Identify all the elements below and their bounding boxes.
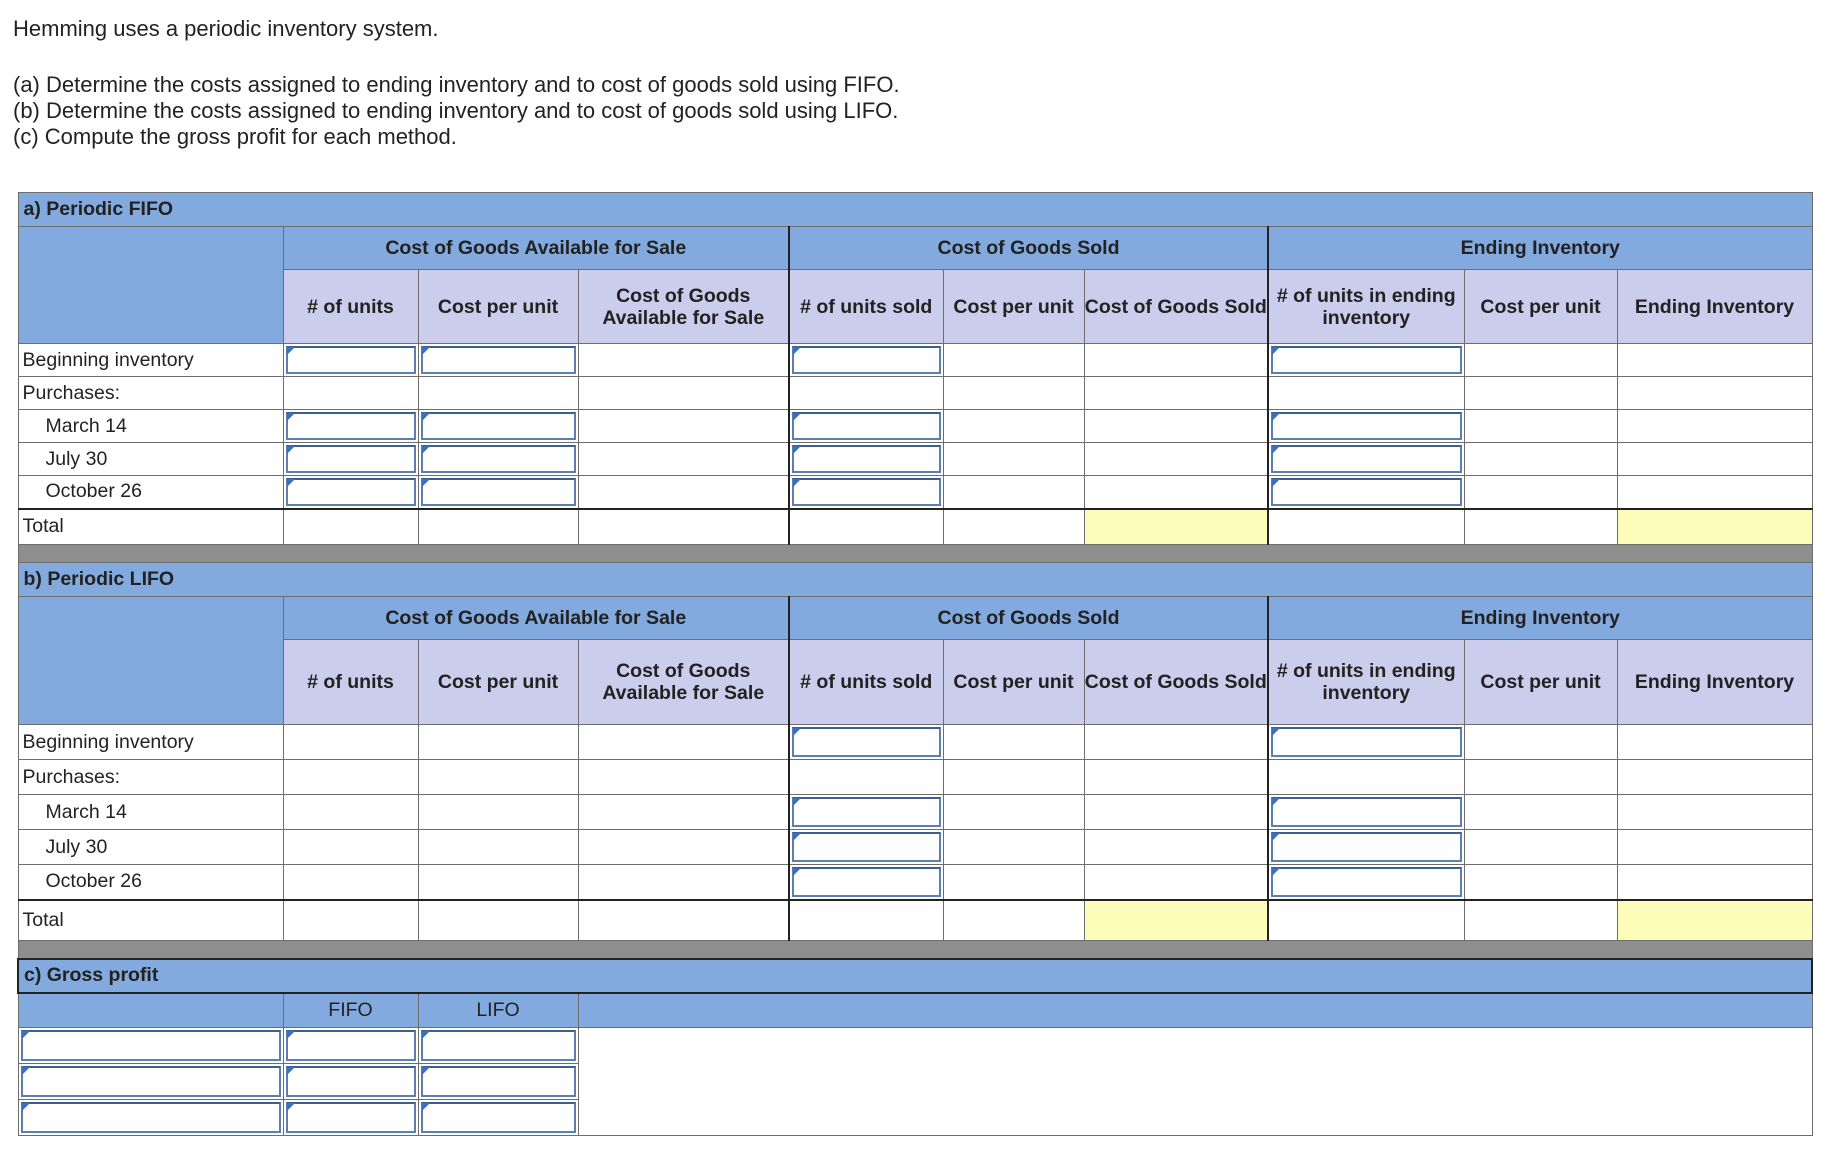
input-cell[interactable] (418, 410, 578, 443)
gross-profit-fifo-total[interactable] (283, 1100, 418, 1136)
input-cell[interactable] (418, 1064, 578, 1100)
input-cell[interactable] (418, 344, 578, 377)
row-label: March 14 (18, 795, 283, 830)
input-cell[interactable] (789, 725, 943, 760)
input-cell[interactable] (1268, 795, 1464, 830)
col-units-ending: # of units in ending inventory (1268, 640, 1464, 725)
col-cost-per-unit: Cost per unit (1464, 270, 1617, 344)
task-a: (a) Determine the costs assigned to ending inventory and to cost of goods sold using FIFO. (13, 72, 900, 97)
input-cell[interactable] (1268, 865, 1464, 900)
col-cogs: Cost of Goods Sold (1084, 640, 1268, 725)
row-label: Purchases: (18, 377, 283, 410)
fifo-group-ei: Ending Inventory (1268, 227, 1812, 270)
gross-profit-lifo-total[interactable] (418, 1100, 578, 1136)
inventory-worksheet (17, 192, 1813, 1136)
gross-profit-label-input[interactable] (18, 1028, 283, 1064)
input-cell[interactable] (283, 410, 418, 443)
col-lifo: LIFO (418, 993, 578, 1028)
row-label: March 14 (18, 410, 283, 443)
col-cost-per-unit: Cost per unit (943, 640, 1084, 725)
input-cell[interactable] (283, 1064, 418, 1100)
row-label: Beginning inventory (18, 344, 283, 377)
fifo-group-cogas: Cost of Goods Available for Sale (283, 227, 789, 270)
input-cell[interactable] (283, 443, 418, 476)
input-cell[interactable] (1268, 476, 1464, 509)
col-cogs: Cost of Goods Sold (1084, 270, 1268, 344)
col-ending-inventory: Ending Inventory (1617, 270, 1812, 344)
col-ending-inventory: Ending Inventory (1617, 640, 1812, 725)
fifo-section-title: a) Periodic FIFO (18, 193, 1812, 227)
instructions (13, 16, 900, 150)
task-b: (b) Determine the costs assigned to ending inventory and to cost of goods sold using LIFO. (13, 98, 899, 123)
task-c: (c) Compute the gross profit for each method. (13, 124, 457, 149)
gross-profit-title: c) Gross profit (18, 959, 1812, 993)
row-label: Total (18, 900, 283, 941)
row-label: Total (18, 509, 283, 545)
col-cost-per-unit: Cost per unit (1464, 640, 1617, 725)
row-label: July 30 (18, 443, 283, 476)
col-units-ending: # of units in ending inventory (1268, 270, 1464, 344)
col-fifo: FIFO (283, 993, 418, 1028)
fifo-group-cogs: Cost of Goods Sold (789, 227, 1268, 270)
input-cell[interactable] (283, 344, 418, 377)
col-cost-per-unit: Cost per unit (418, 640, 578, 725)
row-label: July 30 (18, 830, 283, 865)
col-units: # of units (283, 640, 418, 725)
col-cogas: Cost of Goods Available for Sale (578, 640, 789, 725)
input-cell[interactable] (418, 1028, 578, 1064)
input-cell[interactable] (283, 476, 418, 509)
row-label: October 26 (18, 476, 283, 509)
input-cell[interactable] (1268, 410, 1464, 443)
row-label: Purchases: (18, 760, 283, 795)
gross-profit-label-input[interactable] (18, 1064, 283, 1100)
total-cogs-cell (1084, 509, 1268, 545)
col-units-sold: # of units sold (789, 270, 943, 344)
lifo-group-cogs: Cost of Goods Sold (789, 597, 1268, 640)
input-cell[interactable] (789, 476, 943, 509)
col-cost-per-unit: Cost per unit (418, 270, 578, 344)
input-cell[interactable] (1268, 725, 1464, 760)
col-units: # of units (283, 270, 418, 344)
input-cell[interactable] (1268, 443, 1464, 476)
input-cell[interactable] (789, 795, 943, 830)
total-ending-inventory-cell (1617, 900, 1812, 941)
input-cell[interactable] (789, 344, 943, 377)
lifo-group-ei: Ending Inventory (1268, 597, 1812, 640)
input-cell[interactable] (1268, 344, 1464, 377)
lifo-section-title: b) Periodic LIFO (18, 563, 1812, 597)
input-cell[interactable] (789, 443, 943, 476)
total-cogs-cell (1084, 900, 1268, 941)
input-cell[interactable] (283, 1028, 418, 1064)
col-cost-per-unit: Cost per unit (943, 270, 1084, 344)
input-cell[interactable] (1268, 830, 1464, 865)
col-cogas: Cost of Goods Available for Sale (578, 270, 789, 344)
total-ending-inventory-cell (1617, 509, 1812, 545)
gross-profit-label-input[interactable] (18, 1100, 283, 1136)
input-cell[interactable] (789, 830, 943, 865)
lifo-group-cogas: Cost of Goods Available for Sale (283, 597, 789, 640)
input-cell[interactable] (418, 476, 578, 509)
row-label: October 26 (18, 865, 283, 900)
intro-line: Hemming uses a periodic inventory system. (13, 16, 439, 41)
input-cell[interactable] (789, 865, 943, 900)
input-cell[interactable] (418, 443, 578, 476)
col-units-sold: # of units sold (789, 640, 943, 725)
input-cell[interactable] (789, 410, 943, 443)
row-label: Beginning inventory (18, 725, 283, 760)
